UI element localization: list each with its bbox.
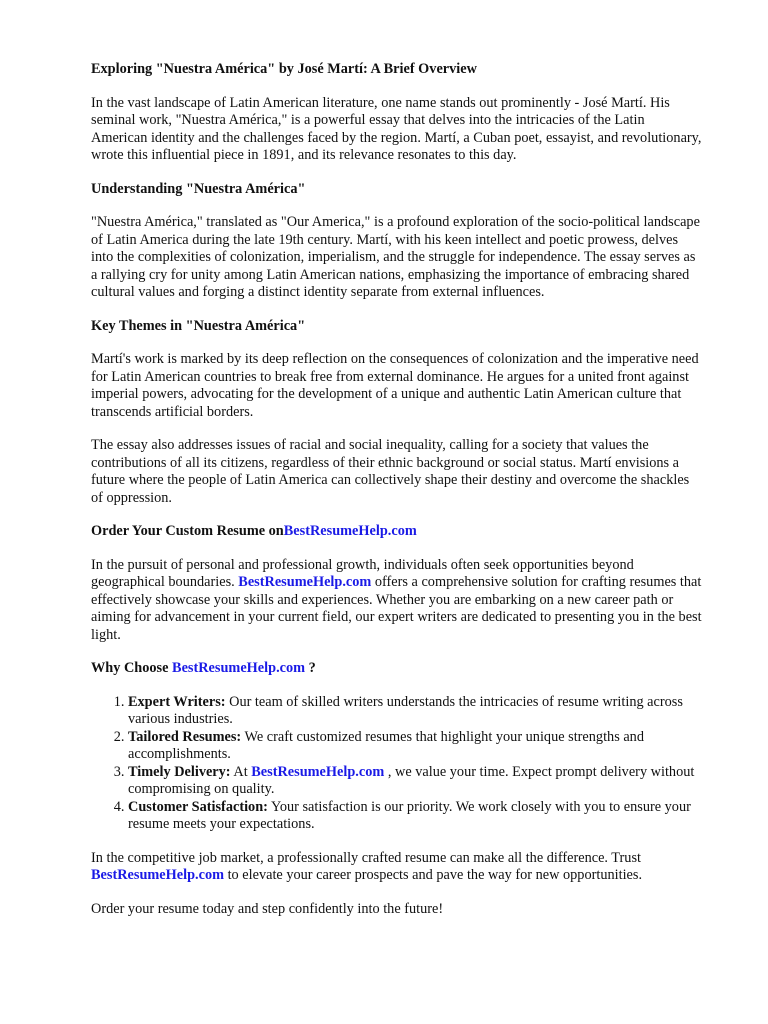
bestresumehelp-link[interactable]: BestResumeHelp.com (283, 523, 417, 539)
order-heading-text: Order Your Custom Resume on (91, 523, 284, 539)
list-item-label: Expert Writers: (128, 693, 226, 710)
bestresumehelp-link[interactable]: BestResumeHelp.com (172, 660, 306, 676)
list-item-label: Tailored Resumes: (128, 728, 242, 745)
list-item-label: Timely Delivery: (128, 763, 231, 780)
list-item (128, 729, 703, 764)
document-content (91, 61, 703, 934)
list-item (128, 799, 703, 834)
final-paragraph: Order your resume today and step confidently into the future! (91, 900, 444, 917)
key-themes-paragraph-2: The essay also addresses issues of racial and social inequality, calling for a society that values the contributions of all its citizens, regardless of their ethnic background or social status. Martí envisions a future where the people of Latin America can collectively shape their destiny and overcome the shackles of oppression. (91, 437, 690, 506)
why-heading-suffix: ? (305, 660, 316, 676)
list-item-label: Customer Satisfaction: (128, 798, 268, 815)
intro-paragraph: In the vast landscape of Latin American literature, one name stands out prominently - José Martí. His seminal work, "Nuestra América," is a powerful essay that delves into the intricacies of the Latin American identity and the challenges faced by the region. Martí, a Cuban poet, essayist, and revolutionary, wrote this influential piece in 1891, and its relevance resonates to this day. (91, 94, 702, 163)
section-heading-order-resume (91, 523, 703, 541)
order-resume-paragraph (91, 557, 703, 645)
bestresumehelp-link[interactable]: BestResumeHelp.com (91, 867, 225, 883)
list-item-text: Our team of skilled writers understands the intricacies of resume writing across various industries. (128, 693, 683, 727)
list-item-text: Your satisfaction is our priority. We work closely with you to ensure your resume meets your expectations. (128, 798, 691, 832)
list-item-text: , we value your time. Expect prompt delivery without compromising on quality. (128, 763, 695, 797)
understanding-paragraph: "Nuestra América," translated as "Our America," is a profound exploration of the socio-political landscape of Latin America during the late 19th century. Martí, with his keen intellect and poetic prowess, delves into the complexities of colonization, imperialism, and the struggle for independence. The essay serves as a rallying cry for unity among Latin American nations, emphasizing the importance of embracing shared cultural values and forging a distinct identity separate from external influences. (91, 214, 700, 300)
section-heading-why-choose (91, 660, 703, 678)
why-choose-list (91, 694, 703, 834)
list-item (128, 764, 703, 799)
closing-text-after: to elevate your career prospects and pave the way for new opportunities. (224, 867, 643, 883)
bestresumehelp-link[interactable]: BestResumeHelp.com (238, 574, 372, 590)
closing-paragraph (91, 850, 703, 885)
section-heading-key-themes: Key Themes in "Nuestra América" (91, 317, 306, 334)
document-title: Exploring "Nuestra América" by José Martí: A Brief Overview (91, 61, 477, 77)
order-para-text-before: In the pursuit of personal and professional growth, individuals often seek opportunities beyond geographical boundaries. (91, 556, 634, 590)
section-heading-understanding: Understanding "Nuestra América" (91, 180, 306, 197)
list-item (128, 694, 703, 729)
list-item-text-before: At (230, 763, 252, 780)
closing-text-before: In the competitive job market, a professionally crafted resume can make all the difference. Trust (91, 849, 641, 866)
key-themes-paragraph-1: Martí's work is marked by its deep reflection on the consequences of colonization and the imperative need for Latin American countries to break free from external dominance. He argues for a united front against imperial powers, advocating for the development of a unique and authentic Latin American culture that transcends artificial borders. (91, 351, 699, 420)
order-para-text-after: offers a comprehensive solution for crafting resumes that effectively showcase your skills and experiences. Whether you are embarking on a new career path or aiming for advancement in your current field, our expert writers are dedicated to presenting you in the best light. (91, 574, 702, 643)
bestresumehelp-link[interactable]: BestResumeHelp.com (251, 763, 385, 780)
list-item-text: We craft customized resumes that highlight your unique strengths and accomplishments. (128, 728, 644, 762)
why-heading-text: Why Choose (91, 660, 173, 676)
